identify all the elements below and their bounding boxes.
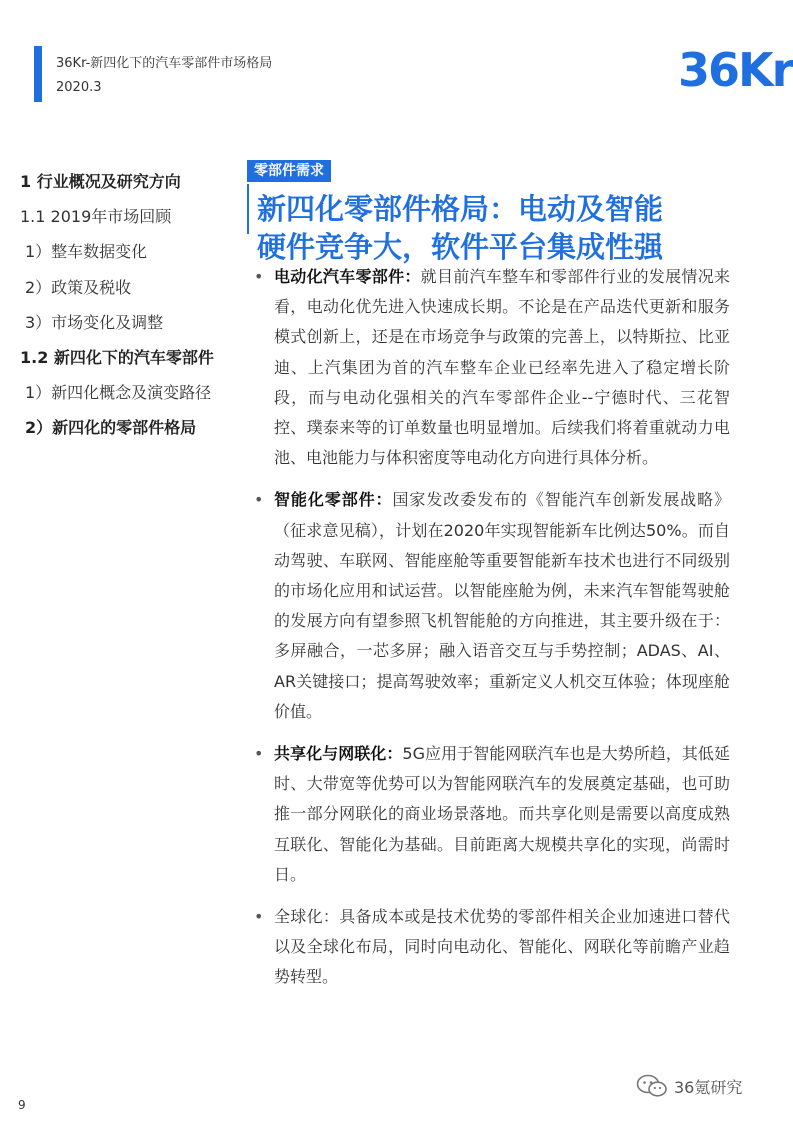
bullet-lead: 智能化零部件：	[274, 490, 393, 510]
bullet-text: 就目前汽车整车和零部件行业的发展情况来看，电动化优先进入快速成长期。不论是在产品迭代更新和服务模式创新上，还是在市场竞争与政策的完善上，以特斯拉、比亚迪、上汽集团为首的汽车整车企业已经率先进入了稳定增长阶段，而与电动化强相关的汽车零部件企业--宁德时代、三花智控、璞泰来等的订单数量也明显增加。后续我们将着重就动力电池、电池能力与体积密度等电动化方向进行具体分析。	[274, 267, 730, 468]
bullet-lead: 共享化与网联化：	[274, 744, 403, 764]
bullet-text: 5G应用于智能网联汽车也是大势所趋，其低延时、大带宽等优势可以为智能网联汽车的发展奠定基础，也可助推一部分网联化的商业场景落地。而共享化则是需要以高度成熟互联化、智能化为基础。目前距离大规模共享化的实现，尚需时日。	[274, 744, 730, 884]
toc-item[interactable]: 1 行业概况及研究方向	[20, 172, 181, 191]
page-title-line-2: 硬件竞争大，软件平台集成性强	[257, 230, 664, 264]
header-accent-bar	[34, 46, 42, 102]
toc-item[interactable]: 3）市场变化及调整	[25, 312, 164, 332]
bullet-dot-icon: •	[254, 490, 264, 510]
toc-item[interactable]: 1）整车数据变化	[25, 242, 148, 262]
toc-item[interactable]: 1.2 新四化下的汽车零部件	[20, 347, 214, 367]
section-badge: 零部件需求	[247, 160, 331, 182]
toc-item[interactable]: 2）政策及税收	[25, 277, 132, 297]
bullet-text: 具备成本或是技术优势的零部件相关企业加速进口替代以及全球化布局，同时向电动化、智能化、网联化等前瞻产业趋势转型。	[274, 907, 730, 987]
page-title-line-1: 新四化零部件格局：电动及智能	[257, 192, 664, 226]
36kr-logo	[678, 38, 793, 97]
table-of-contents	[20, 170, 246, 452]
bullet-item	[252, 739, 730, 890]
bullet-dot-icon: •	[254, 267, 264, 286]
wechat-watermark	[636, 1073, 742, 1099]
page-number: 9	[18, 1098, 26, 1112]
bullet-item	[252, 485, 730, 727]
bullet-lead: 全球化：	[274, 907, 340, 927]
bullet-dot-icon: •	[254, 907, 264, 927]
bullet-item	[252, 902, 730, 993]
watermark-text: 36氪研究	[674, 1077, 743, 1097]
toc-item[interactable]: 1.1 2019年市场回顾	[20, 207, 172, 227]
bullet-lead: 电动化汽车零部件：	[274, 267, 421, 286]
wechat-icon	[636, 1073, 668, 1099]
bullet-dot-icon: •	[254, 744, 264, 764]
bullet-list	[252, 262, 730, 1005]
title-accent-rule	[247, 184, 249, 234]
bullet-item	[252, 262, 730, 473]
toc-item[interactable]: 1）新四化概念及演变路径	[25, 383, 212, 403]
report-title: 36Kr-新四化下的汽车零部件市场格局	[56, 56, 273, 71]
page-title	[257, 190, 777, 266]
toc-item[interactable]: 2）新四化的零部件格局	[25, 418, 197, 438]
bullet-text: 国家发改委发布的《智能汽车创新发展战略》（征求意见稿），计划在2020年实现智能新车比例达50%。而自动驾驶、车联网、智能座舱等重要智能新车技术也进行不同级别的市场化应用和试运营。以智能座舱为例，未来汽车智能驾驶舱的发展方向有望参照飞机智能舱的方向推进，其主要升级在于：多屏融合，一芯多屏；融入语音交互与手势控制；ADAS、AI、AR关键接口；提高驾驶效率；重新定义人机交互体验；体现座舱价值。	[274, 490, 730, 721]
logo-text: 36Kr	[678, 43, 793, 97]
report-date: 2020.3	[56, 80, 102, 95]
